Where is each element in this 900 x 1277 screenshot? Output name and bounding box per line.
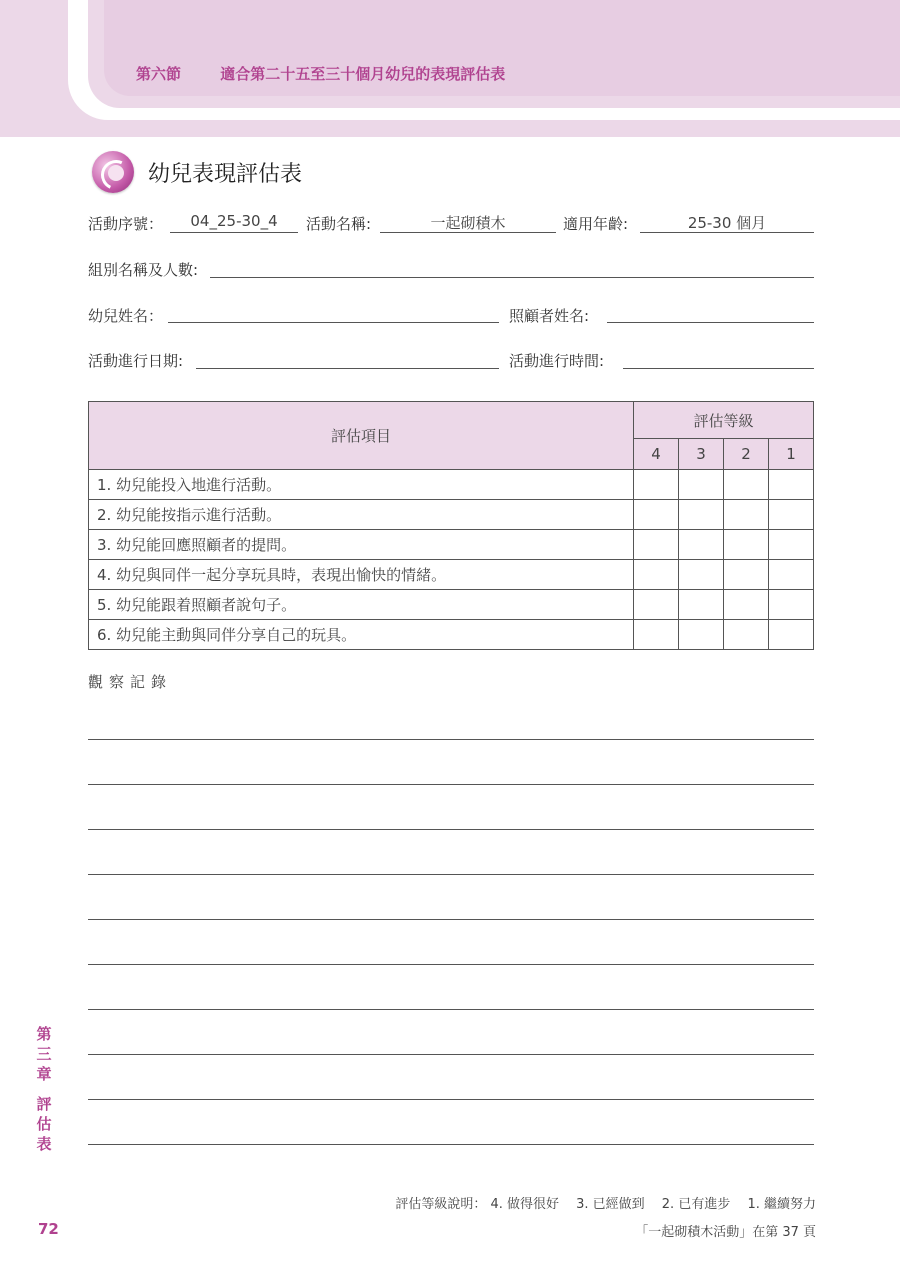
swirl-bullet-icon bbox=[92, 151, 134, 193]
side-char: 表 bbox=[36, 1135, 52, 1153]
observation-line[interactable] bbox=[88, 829, 814, 830]
grade-cell[interactable] bbox=[634, 590, 679, 620]
observation-line[interactable] bbox=[88, 784, 814, 785]
page-number: 72 bbox=[38, 1220, 59, 1238]
grade-cell[interactable] bbox=[769, 590, 814, 620]
carer-name-field[interactable] bbox=[607, 302, 814, 323]
group-field[interactable] bbox=[210, 257, 814, 278]
grade-column-header: 2 bbox=[724, 439, 769, 470]
grade-cell[interactable] bbox=[679, 530, 724, 560]
table-row bbox=[89, 530, 814, 560]
section-header bbox=[136, 63, 505, 84]
grade-cell[interactable] bbox=[769, 620, 814, 650]
observation-line[interactable] bbox=[88, 1099, 814, 1100]
grade-cell[interactable] bbox=[634, 620, 679, 650]
section-title: 適合第二十五至三十個月幼兒的表現評估表 bbox=[220, 65, 506, 83]
grade-cell[interactable] bbox=[679, 620, 724, 650]
assessment-item: 4. 幼兒與同伴一起分享玩具時，表現出愉快的情緒。 bbox=[89, 560, 634, 590]
observation-line[interactable] bbox=[88, 874, 814, 875]
grade-cell[interactable] bbox=[634, 530, 679, 560]
observation-line[interactable] bbox=[88, 1054, 814, 1055]
table-row bbox=[89, 590, 814, 620]
table-row bbox=[89, 470, 814, 500]
assessment-item: 3. 幼兒能回應照顧者的提問。 bbox=[89, 530, 634, 560]
grade-column-header: 1 bbox=[769, 439, 814, 470]
grade-column-header: 3 bbox=[679, 439, 724, 470]
grade-cell[interactable] bbox=[679, 590, 724, 620]
grade-cell[interactable] bbox=[769, 500, 814, 530]
time-field[interactable] bbox=[623, 348, 814, 369]
observation-line[interactable] bbox=[88, 739, 814, 740]
grade-legend: 評估等級說明： 4. 做得很好 3. 已經做到 2. 已有進步 1. 繼續努力 bbox=[395, 1197, 816, 1212]
item-header: 評估項目 bbox=[89, 402, 634, 470]
form-heading bbox=[92, 150, 302, 194]
grade-cell[interactable] bbox=[724, 620, 769, 650]
form-title: 幼兒表現評估表 bbox=[148, 161, 303, 187]
assessment-item: 2. 幼兒能按指示進行活動。 bbox=[89, 500, 634, 530]
side-char: 估 bbox=[36, 1115, 52, 1133]
activity-name-field[interactable]: 一起砌積木 bbox=[380, 212, 556, 233]
observation-line[interactable] bbox=[88, 1009, 814, 1010]
observation-title: 觀察記錄 bbox=[88, 673, 173, 691]
side-topic-label bbox=[34, 1094, 54, 1154]
assessment-item: 1. 幼兒能投入地進行活動。 bbox=[89, 470, 634, 500]
activity-no-field[interactable]: 04_25-30_4 bbox=[170, 212, 298, 233]
grade-cell[interactable] bbox=[724, 590, 769, 620]
grade-cell[interactable] bbox=[724, 530, 769, 560]
table-row bbox=[89, 560, 814, 590]
grade-cell[interactable] bbox=[679, 500, 724, 530]
observation-line[interactable] bbox=[88, 919, 814, 920]
grade-header: 評估等級 bbox=[634, 402, 814, 439]
grade-column-header: 4 bbox=[634, 439, 679, 470]
side-char: 三 bbox=[36, 1045, 52, 1063]
grade-cell[interactable] bbox=[634, 560, 679, 590]
grade-cell[interactable] bbox=[769, 530, 814, 560]
date-field[interactable] bbox=[196, 348, 499, 369]
child-name-label: 幼兒姓名： bbox=[88, 307, 164, 325]
date-label: 活動進行日期: bbox=[88, 352, 184, 370]
grade-cell[interactable] bbox=[634, 470, 679, 500]
grade-cell[interactable] bbox=[679, 470, 724, 500]
grade-cell[interactable] bbox=[769, 560, 814, 590]
grade-cell[interactable] bbox=[724, 560, 769, 590]
observation-line[interactable] bbox=[88, 1144, 814, 1145]
side-char: 第 bbox=[36, 1025, 52, 1043]
section-number: 第六節 bbox=[136, 65, 182, 83]
activity-no-label: 活動序號： bbox=[88, 215, 164, 233]
carer-name-label: 照顧者姓名: bbox=[509, 307, 590, 325]
time-label: 活動進行時間: bbox=[509, 352, 605, 370]
side-char: 評 bbox=[36, 1095, 52, 1113]
side-char: 章 bbox=[36, 1065, 52, 1083]
table-row bbox=[89, 620, 814, 650]
grade-cell[interactable] bbox=[634, 500, 679, 530]
table-row bbox=[89, 500, 814, 530]
activity-reference: 「一起砌積木活動」在第 37 頁 bbox=[635, 1225, 816, 1240]
child-name-field[interactable] bbox=[168, 302, 499, 323]
grade-cell[interactable] bbox=[679, 560, 724, 590]
activity-name-label: 活動名稱: bbox=[306, 215, 372, 233]
observation-line[interactable] bbox=[88, 964, 814, 965]
grade-cell[interactable] bbox=[724, 470, 769, 500]
assessment-item: 6. 幼兒能主動與同伴分享自己的玩具。 bbox=[89, 620, 634, 650]
assessment-item: 5. 幼兒能跟着照顧者說句子。 bbox=[89, 590, 634, 620]
grade-cell[interactable] bbox=[769, 470, 814, 500]
assessment-table bbox=[88, 401, 814, 650]
side-chapter-label bbox=[34, 1024, 54, 1084]
grade-cell[interactable] bbox=[724, 500, 769, 530]
age-label: 適用年齡: bbox=[563, 215, 629, 233]
group-label: 組別名稱及人數: bbox=[88, 261, 199, 279]
age-field[interactable]: 25-30 個月 bbox=[640, 212, 814, 233]
